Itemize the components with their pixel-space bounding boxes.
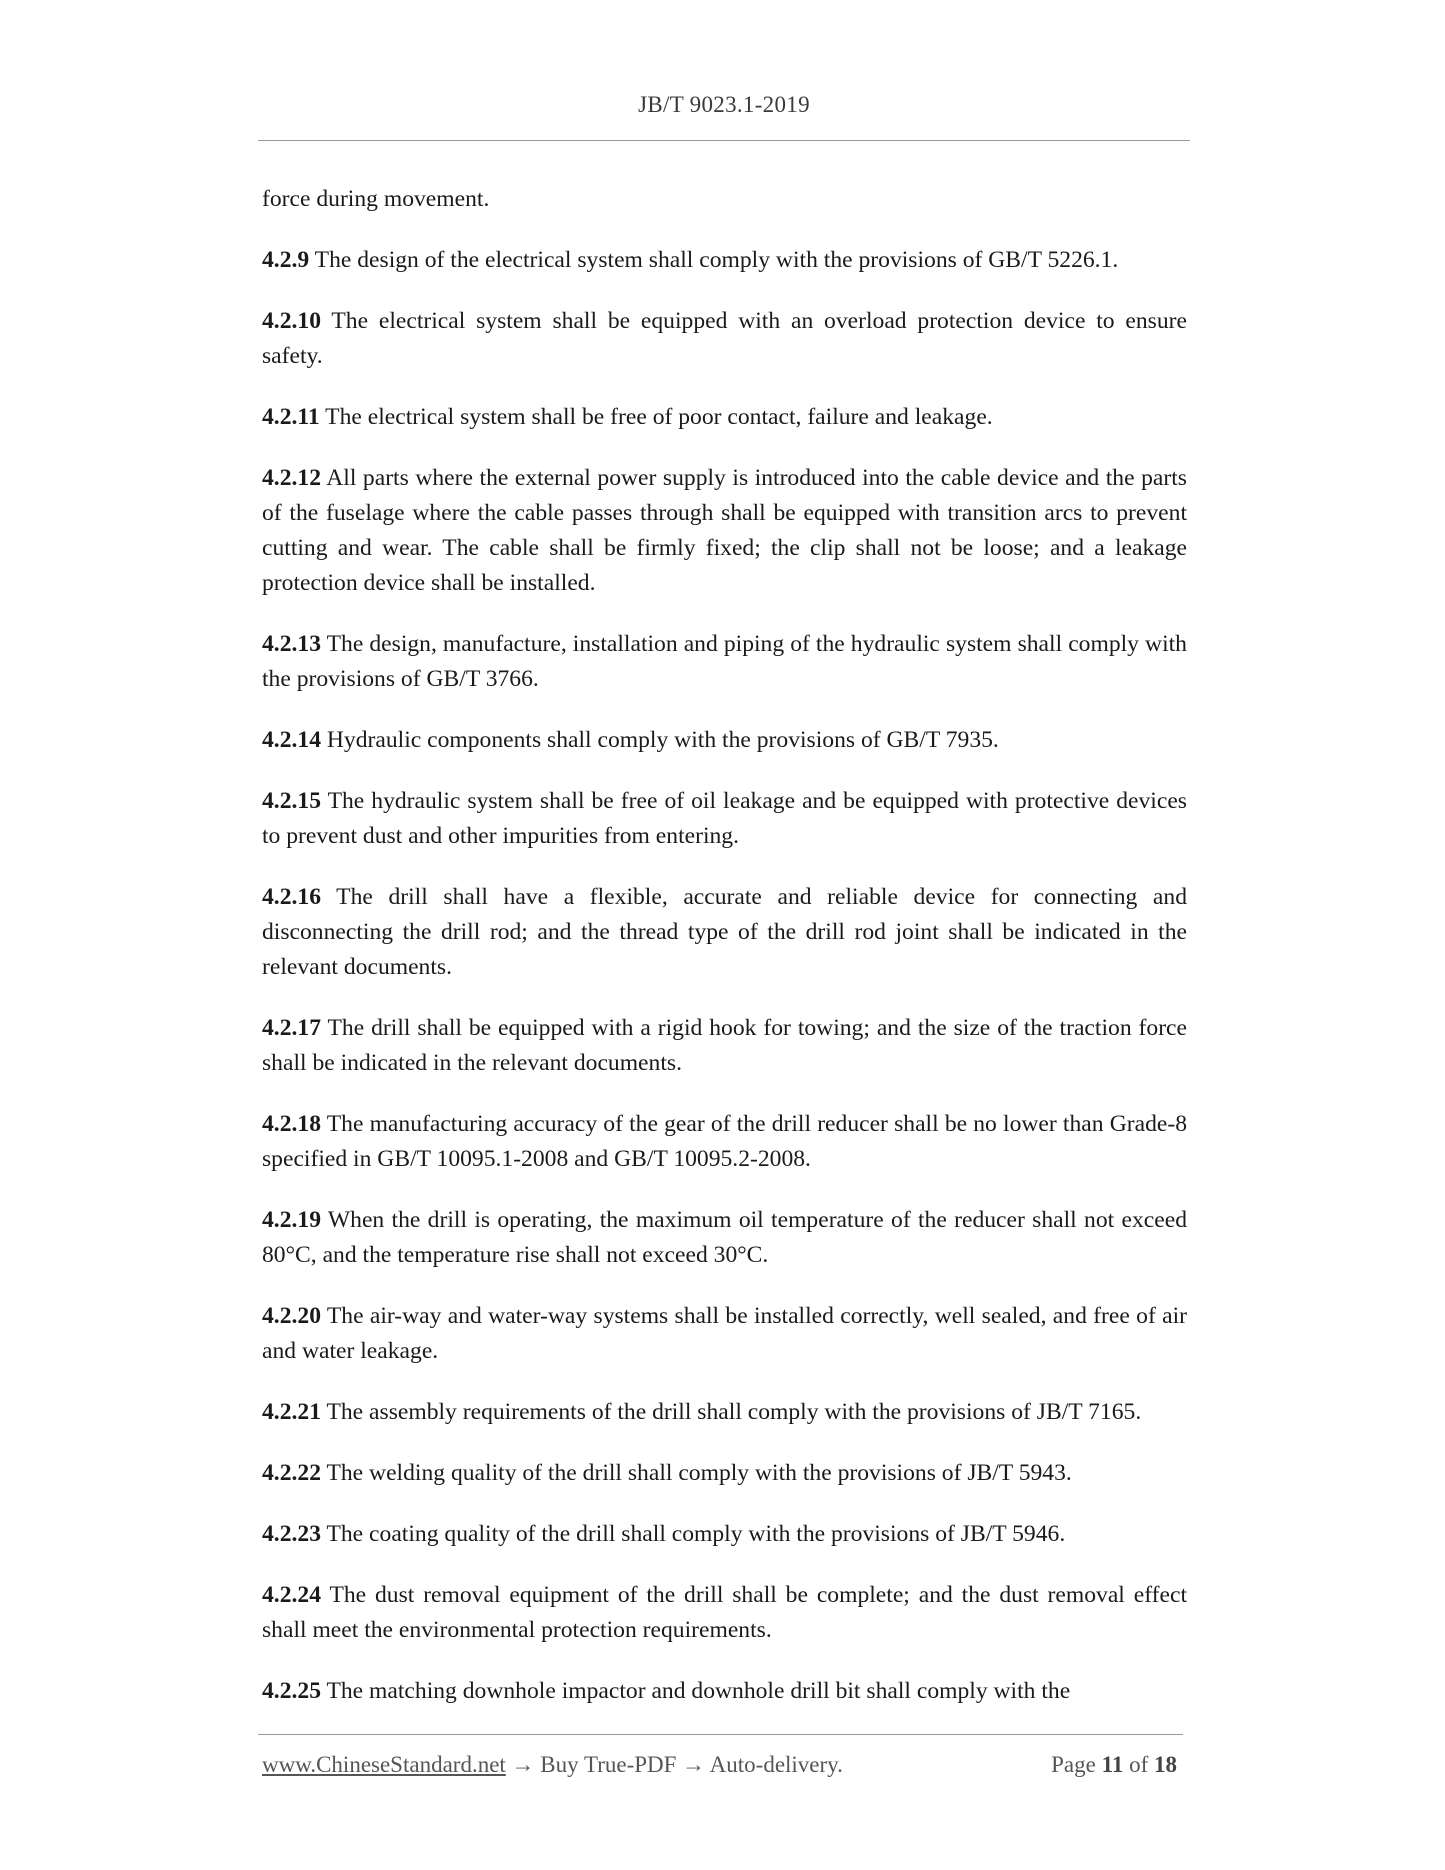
document-body bbox=[262, 182, 1187, 1735]
clause-list bbox=[262, 243, 1187, 1709]
clause-number: 4.2.24 bbox=[262, 1582, 321, 1608]
clause-4-2-20 bbox=[262, 1299, 1187, 1369]
clause-text: When the drill is operating, the maximum oil temperature of the reducer shall not exceed 80°C, and the temperature rise shall not exceed 30°C. bbox=[262, 1207, 1188, 1268]
clause-text: The design of the electrical system shall comply with the provisions of GB/T 5226.1. bbox=[314, 247, 1119, 273]
clause-number: 4.2.16 bbox=[262, 884, 321, 910]
page-of: of bbox=[1129, 1752, 1149, 1777]
clause-text: The electrical system shall be equipped with an overload protection device to ensure safety. bbox=[262, 308, 1187, 369]
page-number bbox=[1051, 1752, 1177, 1778]
clause-number: 4.2.12 bbox=[262, 465, 321, 491]
clause-4-2-14 bbox=[262, 723, 1187, 758]
clause-number: 4.2.22 bbox=[262, 1460, 321, 1486]
footer-tagline: → Buy True-PDF → Auto-delivery. bbox=[505, 1752, 843, 1777]
page-header: JB/T 9023.1-2019 bbox=[638, 92, 810, 117]
clause-number: 4.2.17 bbox=[262, 1015, 321, 1041]
clause-4-2-19 bbox=[262, 1203, 1187, 1273]
clause-number: 4.2.14 bbox=[262, 727, 321, 753]
clause-number: 4.2.15 bbox=[262, 788, 321, 814]
clause-4-2-9 bbox=[262, 243, 1187, 278]
clause-text: The dust removal equipment of the drill shall be complete; and the dust removal effect shall meet the environmental protection requirements. bbox=[262, 1582, 1187, 1643]
clause-4-2-17 bbox=[262, 1011, 1187, 1081]
clause-text: The assembly requirements of the drill shall comply with the provisions of JB/T 7165. bbox=[326, 1399, 1142, 1425]
clause-text: The manufacturing accuracy of the gear of the drill reducer shall be no lower than Grade-8 specified in GB/T 10095.1-2008 and GB/T 10095.2-2008. bbox=[262, 1111, 1187, 1172]
clause-4-2-11 bbox=[262, 400, 1187, 435]
clause-number: 4.2.20 bbox=[262, 1303, 321, 1329]
clause-number: 4.2.25 bbox=[262, 1678, 321, 1704]
clause-number: 4.2.13 bbox=[262, 631, 321, 657]
header-divider bbox=[258, 140, 1190, 141]
clause-4-2-16 bbox=[262, 880, 1187, 985]
clause-text: The design, manufacture, installation and piping of the hydraulic system shall comply with the provisions of GB/T 3766. bbox=[262, 631, 1187, 692]
page-label: Page bbox=[1051, 1752, 1096, 1777]
clause-4-2-13 bbox=[262, 627, 1187, 697]
page-total: 18 bbox=[1154, 1752, 1177, 1777]
clause-text: The drill shall have a flexible, accurate and reliable device for connecting and disconnecting the drill rod; and the thread type of the drill rod joint shall be indicated in the relevant documents. bbox=[262, 884, 1187, 980]
clause-number: 4.2.11 bbox=[262, 404, 320, 430]
page-current: 11 bbox=[1101, 1752, 1124, 1777]
clause-text: The welding quality of the drill shall comply with the provisions of JB/T 5943. bbox=[326, 1460, 1072, 1486]
clause-text: The matching downhole impactor and downhole drill bit shall comply with the bbox=[326, 1678, 1071, 1704]
clause-4-2-15 bbox=[262, 784, 1187, 854]
clause-text: The air-way and water-way systems shall be installed correctly, well sealed, and free of air and water leakage. bbox=[262, 1303, 1187, 1364]
website-link[interactable]: www.ChineseStandard.net bbox=[262, 1752, 506, 1777]
clause-text: The coating quality of the drill shall comply with the provisions of JB/T 5946. bbox=[326, 1521, 1066, 1547]
clause-text: Hydraulic components shall comply with the provisions of GB/T 7935. bbox=[326, 727, 999, 753]
footer-promo bbox=[262, 1752, 843, 1778]
clause-text: All parts where the external power supply is introduced into the cable device and the parts of the fuselage where the cable passes through shall be equipped with transition arcs to prevent cutting and wear. The cable shall be firmly fixed; the clip shall not be loose; and a leakage protection device shall be installed. bbox=[262, 465, 1187, 596]
clause-text: The drill shall be equipped with a rigid hook for towing; and the size of the traction force shall be indicated in the relevant documents. bbox=[262, 1015, 1187, 1076]
clause-4-2-18 bbox=[262, 1107, 1187, 1177]
footer-divider bbox=[258, 1734, 1183, 1735]
clause-4-2-10 bbox=[262, 304, 1187, 374]
clause-number: 4.2.19 bbox=[262, 1207, 321, 1233]
clause-number: 4.2.23 bbox=[262, 1521, 321, 1547]
clause-text: The electrical system shall be free of poor contact, failure and leakage. bbox=[325, 404, 993, 430]
clause-4-2-21 bbox=[262, 1395, 1187, 1430]
clause-4-2-12 bbox=[262, 461, 1187, 601]
clause-4-2-22 bbox=[262, 1456, 1187, 1491]
clause-number: 4.2.10 bbox=[262, 308, 321, 334]
clause-4-2-24 bbox=[262, 1578, 1187, 1648]
clause-number: 4.2.18 bbox=[262, 1111, 321, 1137]
continuation-text: force during movement. bbox=[262, 186, 490, 212]
clause-4-2-25 bbox=[262, 1674, 1187, 1709]
clause-4-2-23 bbox=[262, 1517, 1187, 1552]
clause-number: 4.2.21 bbox=[262, 1399, 321, 1425]
clause-text: The hydraulic system shall be free of oil leakage and be equipped with protective devices to prevent dust and other impurities from entering. bbox=[262, 788, 1187, 849]
clause-number: 4.2.9 bbox=[262, 247, 310, 273]
